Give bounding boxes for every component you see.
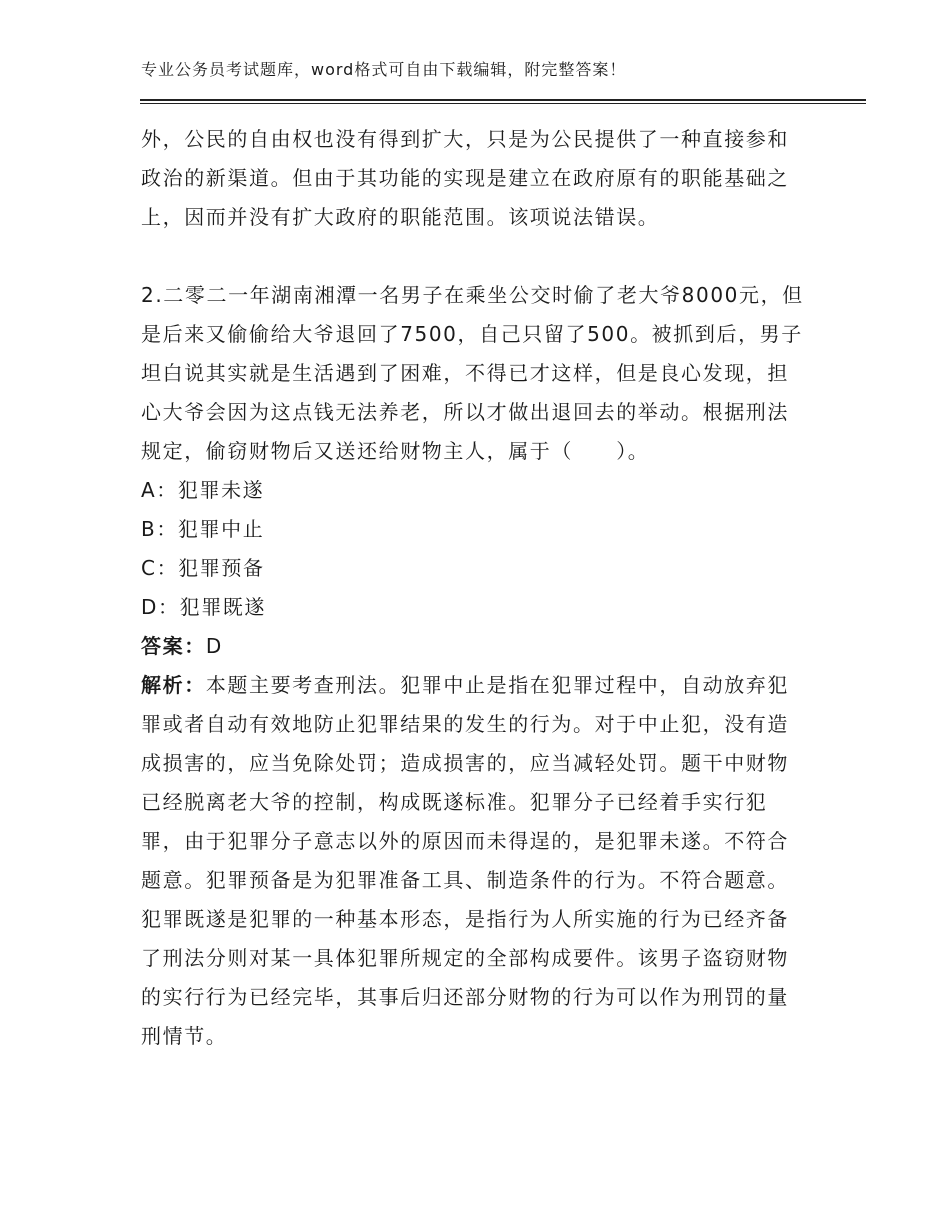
analysis-label: 解析： [141, 673, 206, 697]
question-line: 心大爷会因为这点钱无法养老，所以才做出退回去的举动。根据刑法 [141, 400, 789, 424]
answer-value: D [205, 634, 223, 658]
question-line: 坦白说其实就是生活遇到了困难，不得已才这样，但是良心发现，担 [141, 361, 789, 385]
analysis-line: 刑情节。 [141, 1024, 228, 1048]
option-c: C：犯罪预备 [141, 556, 265, 580]
analysis-line: 罪或者自动有效地防止犯罪结果的发生的行为。对于中止犯，没有造 [141, 712, 789, 736]
analysis-line: 犯罪既遂是犯罪的一种基本形态，是指行为人所实施的行为已经齐备 [141, 907, 789, 931]
analysis-row [141, 669, 789, 698]
question-line: 规定，偷窃财物后又送还给财物主人，属于（ ）。 [141, 439, 650, 463]
analysis-line: 已经脱离老大爷的控制，构成既遂标准。犯罪分子已经着手实行犯 [141, 790, 768, 814]
intro-line: 上，因而并没有扩大政府的职能范围。该项说法错误。 [141, 205, 660, 229]
question-line: 是后来又偷偷给大爷退回了7500，自己只留了500。被抓到后，男子 [141, 322, 803, 346]
answer-row [141, 630, 223, 659]
analysis-line: 题意。犯罪预备是为犯罪准备工具、制造条件的行为。不符合题意。 [141, 868, 789, 892]
answer-label: 答案： [141, 634, 206, 658]
analysis-line: 了刑法分则对某一具体犯罪所规定的全部构成要件。该男子盗窃财物 [141, 946, 789, 970]
option-a: A：犯罪未遂 [141, 478, 265, 502]
intro-line: 政治的新渠道。但由于其功能的实现是建立在政府原有的职能基础之 [141, 166, 789, 190]
option-b: B：犯罪中止 [141, 517, 265, 541]
analysis-line: 的实行行为已经完毕，其事后归还部分财物的行为可以作为刑罚的量 [141, 985, 789, 1009]
header-divider-thin [140, 103, 866, 104]
header-divider-thick [140, 99, 866, 101]
option-d: D：犯罪既遂 [141, 595, 267, 619]
intro-line: 外，公民的自由权也没有得到扩大，只是为公民提供了一种直接参和 [141, 127, 789, 151]
analysis-first-line: 本题主要考查刑法。犯罪中止是指在犯罪过程中，自动放弃犯 [205, 673, 790, 697]
page-header-text: 专业公务员考试题库，word格式可自由下载编辑，附完整答案！ [141, 60, 627, 79]
analysis-line: 罪，由于犯罪分子意志以外的原因而未得逞的，是犯罪未遂。不符合 [141, 829, 789, 853]
analysis-line: 成损害的，应当免除处罚；造成损害的，应当减轻处罚。题干中财物 [141, 751, 789, 775]
question-line: 2.二零二一年湖南湘潭一名男子在乘坐公交时偷了老大爷8000元，但 [141, 283, 804, 307]
